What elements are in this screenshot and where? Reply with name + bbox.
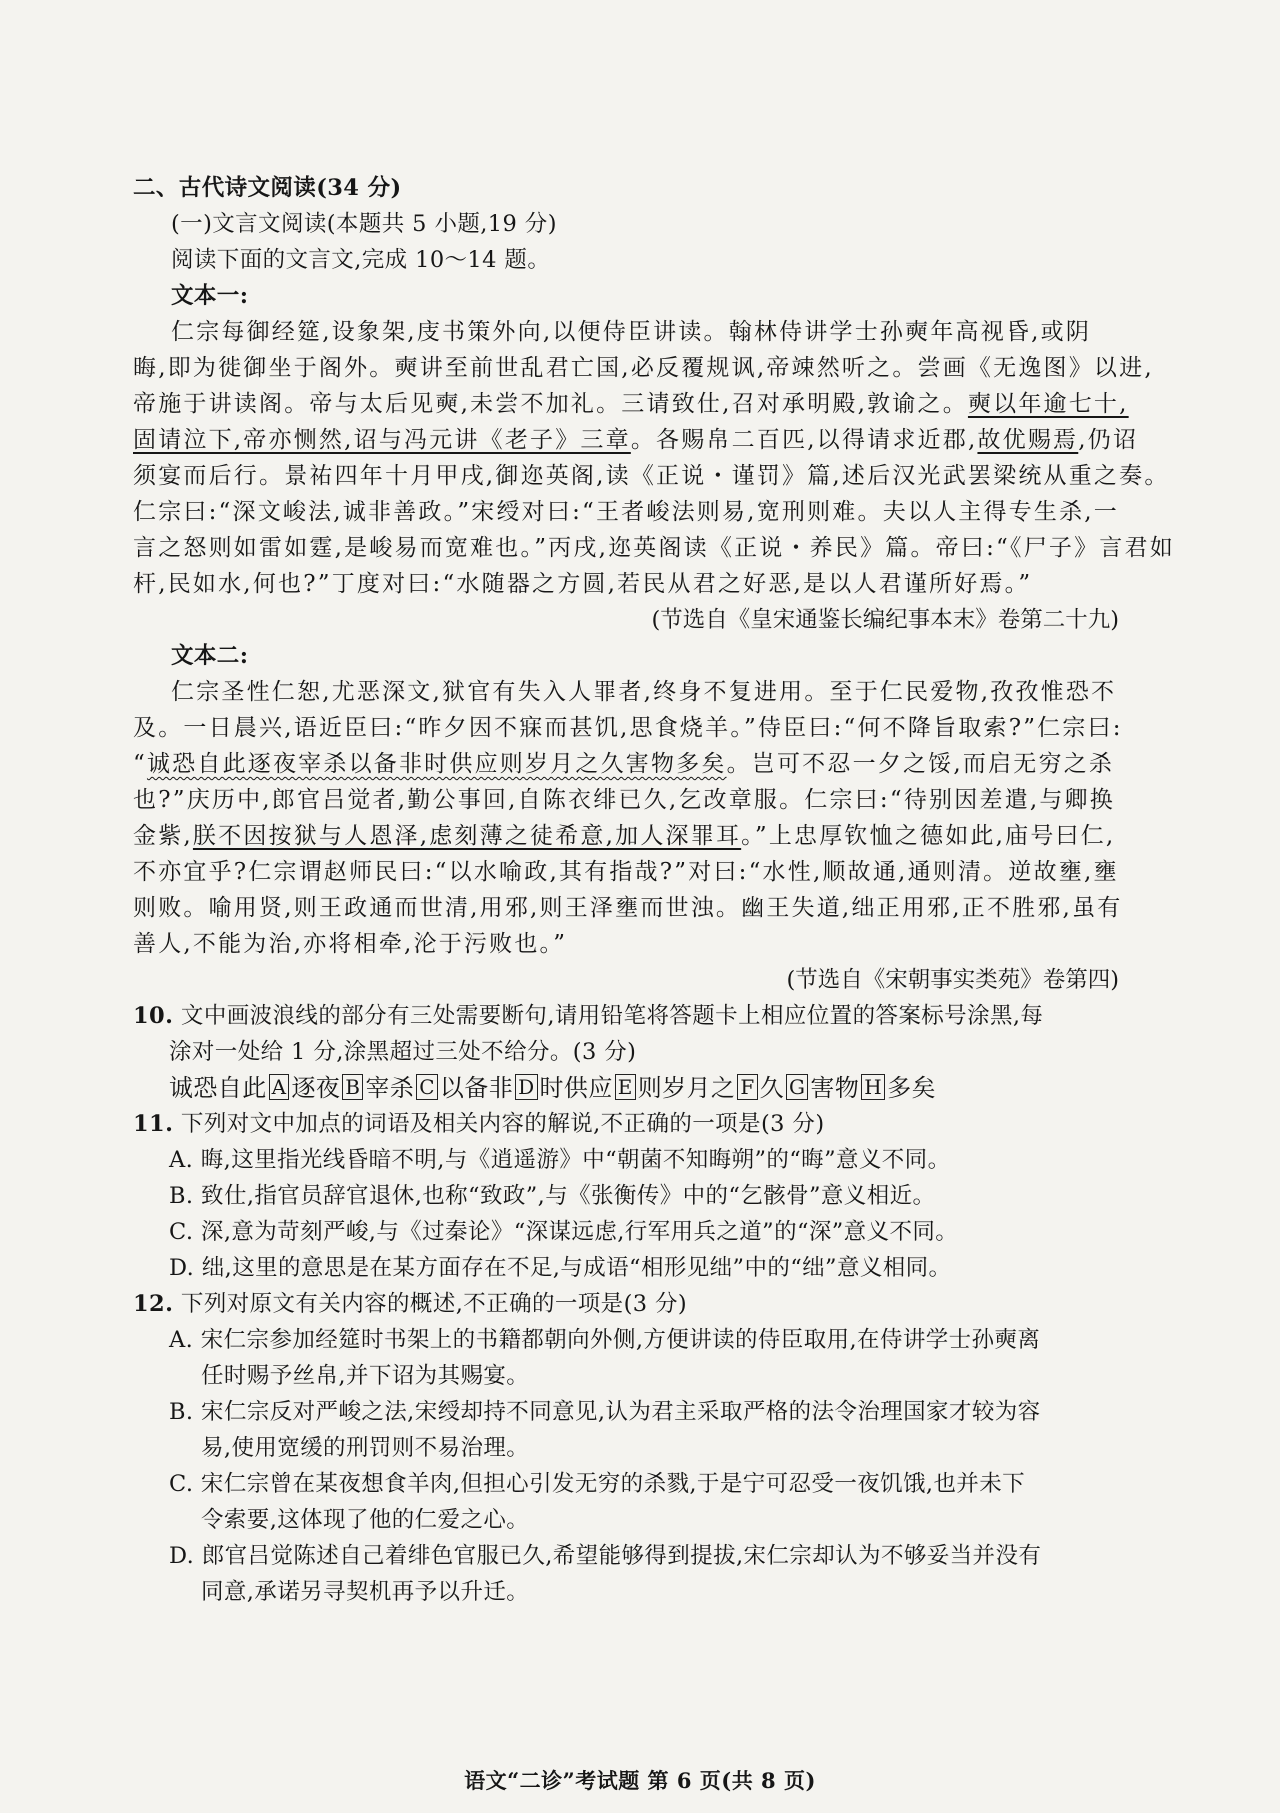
text2-line-4: 也?”庆历中,郎官吕觉者,勤公事回,自陈衣绯已久,乞改章服。仁宗曰:“待别因差遣,与卿换 [133, 787, 1115, 813]
text2-line-3-text: 。岂可不忍一夕之馁,而启无穷之杀 [726, 751, 1115, 777]
text1-line-3-text: 帝施于讲读阁。帝与太后见奭,未尝不加礼。三请致仕,召对承明殿,敦谕之。 [133, 391, 968, 417]
page-footer: 语文“二诊”考试题 第 6 页(共 8 页) [464, 1768, 816, 1793]
segment: 久 [759, 1074, 785, 1102]
answer-mark-d[interactable]: D [515, 1074, 537, 1100]
answer-mark-f[interactable]: F [737, 1074, 757, 1100]
text1-line-6: 仁宗曰:“深文峻法,诚非善政。”宋绶对曰:“王者峻法则易,宽刑则难。夫以人主得专生杀,一 [133, 499, 1120, 525]
question-12-option-a: A. 宋仁宗参加经筵时书架上的书籍都朝向外侧,方便讲读的侍臣取用,在侍讲学士孙奭离 [169, 1327, 1041, 1353]
question-12-option-c-cont: 令索要,这体现了他的仁爱之心。 [201, 1507, 530, 1533]
question-10-number: 10. [133, 1003, 174, 1029]
text2-line-5 [133, 818, 1123, 854]
text2-line-3-quote: “ [133, 751, 147, 777]
answer-mark-b[interactable]: B [342, 1074, 363, 1100]
question-12-option-a-cont: 任时赐予丝帛,并下诏为其赐宴。 [201, 1363, 530, 1389]
segment: 则岁月之 [637, 1074, 736, 1102]
wavy-underlined-sentence: 诚恐自此逐夜宰杀以备非时供应则岁月之久害物多矣 [146, 751, 727, 777]
question-10-answer-row [133, 1070, 1123, 1106]
text2-label: 文本二: [171, 643, 249, 669]
section-title: 二、古代诗文阅读(34 分) [133, 175, 402, 201]
text2-source: (节选自《宋朝事实类苑》卷第四) [786, 967, 1119, 993]
text1-line-7: 言之怒则如雷如霆,是峻易而宽难也。”丙戌,迩英阁读《正说・养民》篇。帝曰:“《尸子》言君如 [133, 535, 1175, 561]
question-12-option-c: C. 宋仁宗曾在某夜想食羊肉,但担心引发无穷的杀戮,于是宁可忍受一夜饥饿,也并未下 [169, 1471, 1026, 1497]
text1-passage [133, 314, 1175, 602]
text1-line-4-end: ,仍诏 [1078, 427, 1139, 453]
underlined-sentence-1b: 固请泣下,帝亦恻然,诏与冯元讲《老子》三章 [133, 427, 631, 453]
text2-line-1: 仁宗圣性仁恕,尤恶深文,狱官有失入人罪者,终身不复进用。至于仁民爱物,孜孜惟恐不 [171, 679, 1117, 705]
text2-line-2: 及。一日晨兴,语近臣曰:“昨夕因不寐而甚饥,思食烧羊。”侍臣曰:“何不降旨取索?”仁宗曰: [133, 715, 1123, 741]
answer-mark-h[interactable]: H [861, 1074, 885, 1100]
question-11-option-c: C. 深,意为苛刻严峻,与《过秦论》“深谋远虑,行军用兵之道”的“深”意义不同。 [169, 1219, 959, 1245]
question-11-number: 11. [133, 1111, 174, 1137]
text2-line-8: 善人,不能为治,亦将相牵,沦于污败也。” [133, 931, 568, 957]
question-10 [133, 998, 1123, 1034]
question-12 [133, 1286, 1123, 1322]
question-12-option-b: B. 宋仁宗反对严峻之法,宋绶却持不同意见,认为君主采取严格的法令治理国家才较为容 [169, 1399, 1041, 1425]
text1-line-3 [133, 386, 1129, 422]
text2-line-7: 则败。喻用贤,则王政通而世清,用邪,则王泽壅而世浊。幽王失道,绌正用邪,正不胜邪,虽有 [133, 895, 1123, 921]
answer-mark-a[interactable]: A [269, 1074, 290, 1100]
text2-passage [133, 674, 1123, 962]
reading-instruction: 阅读下面的文言文,完成 10～14 题。 [171, 247, 551, 273]
segment: 诚恐自此 [169, 1074, 267, 1102]
segment: 多矣 [887, 1074, 936, 1102]
text2-line-6: 不亦宜乎?仁宗谓赵师民曰:“以水喻政,其有指哉?”对曰:“水性,顺故通,通则清。逆故壅,壅 [133, 859, 1119, 885]
text1-source: (节选自《皇宋通鉴长编纪事本末》卷第二十九) [651, 607, 1119, 633]
text2-line-5-start: 金紫, [133, 823, 193, 849]
question-10-text-cont: 涂对一处给 1 分,涂黑超过三处不给分。(3 分) [169, 1039, 637, 1065]
text2-line-3 [133, 746, 1123, 782]
question-12-option-d-cont: 同意,承诺另寻契机再予以升迁。 [201, 1579, 530, 1605]
text1-line-2: 晦,即为徙御坐于阁外。奭讲至前世乱君亡国,必反覆规讽,帝竦然听之。尝画《无逸图》以进, [133, 355, 1154, 381]
text2-line-5-end: 。”上忠厚钦恤之德如此,庙号曰仁, [741, 823, 1116, 849]
text1-line-4 [133, 422, 1139, 458]
text1-line-4-text: 。各赐帛二百匹,以得请求近郡, [630, 427, 978, 453]
question-12-option-b-cont: 易,使用宽缓的刑罚则不易治理。 [201, 1435, 530, 1461]
underlined-sentence-1a: 奭以年逾七十, [967, 391, 1129, 417]
text1-line-1: 仁宗每御经筵,设象架,庋书策外向,以便侍臣讲读。翰林侍讲学士孙奭年高视昏,或阴 [171, 319, 1092, 345]
answer-mark-g[interactable]: G [786, 1074, 808, 1100]
segment: 宰杀 [365, 1074, 415, 1102]
question-12-number: 12. [133, 1291, 174, 1317]
sub-section-title: (一)文言文阅读(本题共 5 小题,19 分) [171, 211, 557, 237]
page-content [133, 170, 1175, 1610]
question-11-text: 下列对文中加点的词语及相关内容的解说,不正确的一项是(3 分) [180, 1111, 825, 1137]
text1-label: 文本一: [171, 283, 249, 309]
underlined-sentence-2: 朕不因按狱与人恩泽,虑刻薄之徒希意,加人深罪耳 [192, 823, 742, 849]
answer-mark-c[interactable]: C [416, 1074, 438, 1100]
segment: 时供应 [539, 1074, 613, 1102]
question-11-option-d: D. 绌,这里的意思是在某方面存在不足,与成语“相形见绌”中的“绌”意义相同。 [169, 1255, 952, 1281]
text1-line-5: 须宴而后行。景祐四年十月甲戌,御迩英阁,读《正说・谨罚》篇,述后汉光武罢梁统从重之奏。 [133, 463, 1170, 489]
question-12-option-d: D. 郎官吕觉陈述自己着绯色官服已久,希望能够得到提拔,宋仁宗却认为不够妥当并没有 [169, 1543, 1042, 1569]
segment: 以备非 [439, 1074, 514, 1102]
question-11-option-b: B. 致仕,指官员辞官退休,也称“致政”,与《张衡传》中的“乞骸骨”意义相近。 [169, 1183, 936, 1209]
underlined-phrase: 故优赐焉 [977, 427, 1079, 453]
segment: 逐夜 [291, 1074, 341, 1102]
question-10-text: 文中画波浪线的部分有三处需要断句,请用铅笔将答题卡上相应位置的答案标号涂黑,每 [180, 1003, 1044, 1029]
text1-line-8: 杆,民如水,何也?”丁度对曰:“水随器之方圆,若民从君之好恶,是以人君谨所好焉。” [133, 571, 1033, 597]
question-11 [133, 1106, 1123, 1142]
question-12-text: 下列对原文有关内容的概述,不正确的一项是(3 分) [180, 1291, 688, 1317]
answer-mark-e[interactable]: E [615, 1074, 636, 1100]
segment: 害物 [810, 1074, 860, 1102]
question-11-option-a: A. 晦,这里指光线昏暗不明,与《逍遥游》中“朝菌不知晦朔”的“晦”意义不同。 [169, 1147, 951, 1173]
